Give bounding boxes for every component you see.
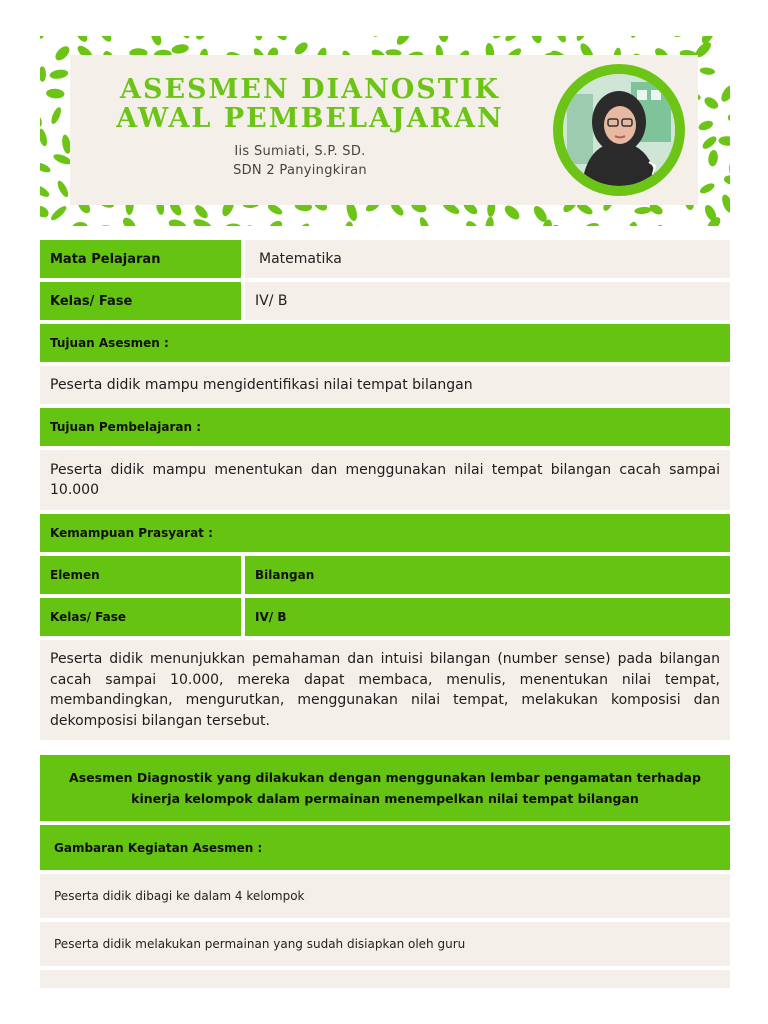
leaf-shape <box>192 217 214 226</box>
leaf-shape <box>46 88 65 99</box>
class-phase-label: Kelas/ Fase <box>50 293 133 309</box>
element-label: Elemen <box>50 568 100 582</box>
list-item <box>40 922 730 966</box>
leaf-shape <box>629 36 641 39</box>
leaf-shape <box>171 43 190 55</box>
leaf-shape <box>49 106 62 125</box>
leaf-shape <box>216 36 237 38</box>
leaf-shape <box>652 224 665 226</box>
prerequisite-body <box>40 640 730 740</box>
leaf-shape <box>634 206 652 214</box>
leaf-shape <box>322 36 341 37</box>
leaf-shape <box>40 204 51 220</box>
leaf-shape <box>698 181 716 195</box>
activities-header <box>40 825 730 870</box>
leaf-shape <box>40 161 52 175</box>
element-value-cell <box>245 556 730 594</box>
leaf-shape <box>97 36 114 44</box>
element-row <box>40 556 730 594</box>
leaf-shape <box>40 91 42 110</box>
class-phase-row <box>40 282 730 320</box>
leaf-shape <box>529 36 544 45</box>
leaf-shape <box>40 183 51 199</box>
leaf-shape <box>609 224 625 226</box>
leaf-shape <box>723 174 730 186</box>
leaf-shape <box>729 160 730 177</box>
element-value: Bilangan <box>255 568 315 582</box>
subject-value-cell <box>245 240 730 278</box>
leaf-shape <box>707 149 718 166</box>
prereq-class-value-cell <box>245 598 730 636</box>
leaf-shape <box>583 221 600 226</box>
prerequisite-text: Peserta didik menunjukkan pemahaman dan intuisi bilangan (number sense) pada bilangan cacah sampai 10.000, mereka dapat membaca, menulis, menentukan nilai tempat, membandingkan, mengurutkan, menggunakan nilai tempat, melakukan komposisi dan dekomposisi bilangan tersebut. <box>50 651 720 729</box>
leaf-shape <box>40 128 49 147</box>
leaf-shape <box>438 36 449 42</box>
profile-photo <box>553 64 685 196</box>
leaf-shape <box>74 36 89 44</box>
leaf-shape <box>464 219 482 226</box>
avatar <box>553 64 685 196</box>
activity-item-2: Peserta didik melakukan permainan yang sudah disiapkan oleh guru <box>54 937 466 951</box>
assessment-goal-label: Tujuan Asesmen : <box>50 336 169 350</box>
list-item <box>40 874 730 918</box>
class-phase-value: IV/ B <box>255 293 288 309</box>
assessment-goal-header <box>40 324 730 362</box>
prereq-class-row <box>40 598 730 636</box>
prereq-class-label-cell <box>40 598 241 636</box>
leaf-shape <box>555 36 568 44</box>
leaf-shape <box>719 83 730 104</box>
learning-goal-header <box>40 408 730 446</box>
leaf-shape <box>49 204 68 222</box>
leaf-shape <box>453 36 471 38</box>
leaf-shape <box>484 216 494 226</box>
leaf-shape <box>697 119 714 132</box>
leaf-shape <box>372 225 381 226</box>
leaf-shape <box>193 203 210 221</box>
leaf-shape <box>309 224 330 226</box>
leaf-shape <box>56 179 71 198</box>
class-phase-value-cell <box>245 282 730 320</box>
leaf-shape <box>272 36 289 42</box>
leaf-shape <box>574 36 590 43</box>
method-line-2: kinerja kelompok dalam permainan menempelkan nilai tempat bilangan <box>131 791 639 806</box>
leaf-shape <box>502 203 522 222</box>
method-banner <box>40 755 730 821</box>
leaf-shape <box>371 36 383 37</box>
leaf-shape <box>194 36 209 41</box>
leaf-shape <box>503 36 520 43</box>
learning-goal-text: Peserta didik mampu menentukan dan menggunakan nilai tempat bilangan cacah sampai 10.000 <box>50 461 720 498</box>
leaf-shape <box>394 36 413 47</box>
subject-value: Matematika <box>259 251 342 267</box>
subject-row <box>40 240 730 278</box>
leaf-shape <box>175 36 192 40</box>
leaf-shape <box>40 66 46 82</box>
leaf-shape <box>167 217 188 226</box>
leaf-shape <box>700 134 718 151</box>
method-line-1: Asesmen Diagnostik yang dilakukan dengan menggunakan lembar pengamatan terhadap <box>69 770 701 785</box>
leaf-shape <box>550 223 566 226</box>
class-phase-label-cell <box>40 282 241 320</box>
element-label-cell <box>40 556 241 594</box>
leaf-shape <box>345 221 354 226</box>
leaf-shape <box>253 36 263 41</box>
leaf-shape <box>121 215 138 226</box>
activities-label: Gambaran Kegiatan Asesmen : <box>54 840 263 855</box>
school-name: SDN 2 Panyingkiran <box>233 163 367 178</box>
prereq-class-value: IV/ B <box>255 610 287 624</box>
leaf-shape <box>149 36 163 47</box>
leaf-shape <box>627 221 639 226</box>
title-line-2: AWAL PEMBELAJARAN <box>116 103 504 134</box>
leaf-shape <box>677 224 693 226</box>
prerequisite-label: Kemampuan Prasyarat : <box>50 526 213 540</box>
leaf-shape <box>718 136 730 147</box>
leaf-shape <box>224 223 242 226</box>
author-name: Iis Sumiati, S.P. SD. <box>234 144 366 159</box>
leaf-shape <box>702 95 720 111</box>
subject-label-cell <box>40 240 241 278</box>
leaf-shape <box>72 221 87 226</box>
leaf-shape <box>267 219 284 226</box>
leaf-shape <box>49 68 69 80</box>
prereq-class-label: Kelas/ Fase <box>50 610 127 624</box>
prerequisite-header <box>40 514 730 552</box>
leaf-shape <box>727 112 730 123</box>
leaf-shape <box>727 36 730 38</box>
assessment-goal-body <box>40 366 730 404</box>
leaf-shape <box>244 223 263 226</box>
learning-goal-body <box>40 450 730 510</box>
leaf-shape <box>40 36 45 41</box>
leaf-shape <box>720 193 730 214</box>
assessment-goal-text: Peserta didik mampu mengidentifikasi nilai tempat bilangan <box>50 376 473 393</box>
leaf-shape <box>345 36 362 38</box>
title-line-1: ASESMEN DIANOSTIK <box>120 74 500 105</box>
leaf-shape <box>418 216 432 226</box>
leaf-shape <box>383 225 402 226</box>
learning-goal-label: Tujuan Pembelajaran : <box>50 420 202 434</box>
leaf-shape <box>699 67 715 76</box>
activity-item-1: Peserta didik dibagi ke dalam 4 kelompok <box>54 889 305 903</box>
list-item-empty <box>40 970 730 988</box>
leaf-shape <box>98 225 114 226</box>
leaf-shape <box>293 221 312 226</box>
leaf-shape <box>671 36 688 39</box>
subject-label: Mata Pelajaran <box>50 251 161 267</box>
page-title <box>70 75 550 133</box>
leaf-shape <box>40 112 44 129</box>
